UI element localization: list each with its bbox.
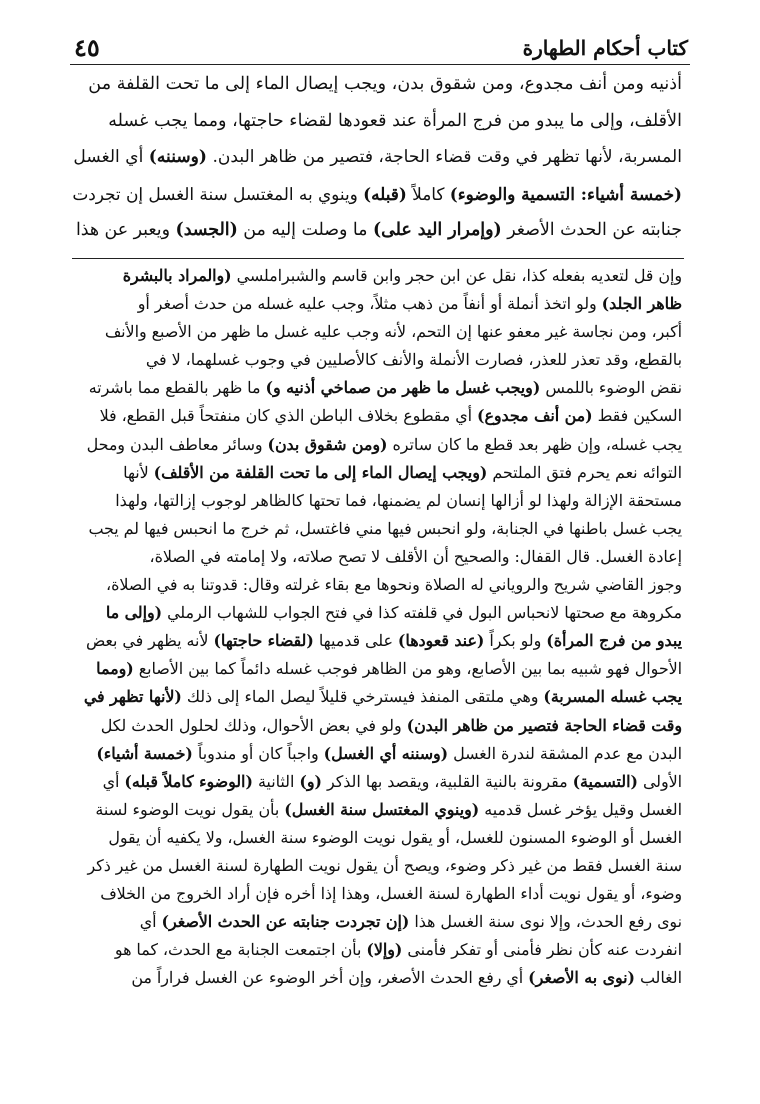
text-run: وإن قل لتعديه بفعله كذا، نقل عن ابن حجر وابن قاسم والشبراملسي	[231, 266, 682, 285]
commentary-line	[72, 318, 682, 346]
commentary-line	[72, 796, 682, 824]
bold-matn-quote: (وسننه أي الغسل)	[323, 743, 449, 763]
commentary-line	[72, 908, 682, 936]
text-run: التوائه نعم يحرم فتق الملتحم	[487, 462, 682, 482]
commentary-text	[72, 262, 682, 992]
text-run: ولو في بعض الأحوال، وذلك لحلول الحدث لكل	[100, 715, 407, 735]
text-run: ما وصلت إليه من	[237, 220, 373, 241]
bold-matn-quote: (ويجب غسل ما ظهر من صماخي أذنيه و)	[265, 378, 541, 398]
text-run: مستحقة الإزالة ولهذا لو أزالها إنسان لم يضمنها، فما تحتها كالظاهر لوجوب إزالتها، ولهذا	[115, 490, 682, 510]
text-run: الغسل وقيل يؤخر غسل قدميه	[479, 799, 682, 819]
text-run: ولو اتخذ أنملة أو أنفاً من ذهب مثلاً، وجب عليه غسله من حدث أصغر أو	[137, 294, 602, 314]
running-title: كتاب أحكام الطهارة	[522, 36, 688, 60]
bold-matn-quote: وقت قضاء الحاجة فتصير من ظاهر البدن)	[406, 715, 682, 735]
text-run: أي مقطوع بخلاف الباطن الذي كان منفتحاً قبل القطع، فلا	[99, 406, 478, 426]
commentary-line	[72, 431, 682, 459]
commentary-line	[72, 627, 682, 655]
commentary-line	[72, 768, 682, 796]
bold-matn-quote: (ويجب إيصال الماء إلى ما تحت القلفة من الأقلف)	[153, 462, 488, 482]
bold-matn-quote: (ومن شقوق بدن)	[267, 434, 388, 454]
text-run: أي	[102, 771, 125, 791]
text-run: على قدميها	[313, 631, 398, 651]
main-text-line	[72, 103, 682, 140]
text-run: وسائر معاطف البدن ومحل	[86, 434, 268, 454]
commentary-line	[72, 740, 682, 768]
bold-matn-quote: (والمراد بالبشرة	[122, 266, 232, 285]
text-run: جنابته عن الحدث الأصغر	[501, 220, 682, 241]
commentary-line	[72, 824, 682, 852]
text-run: نوى رفع الحدث، وإلا نوى سنة الغسل هذا	[409, 912, 682, 932]
commentary-line	[72, 515, 682, 543]
text-run: بأن يقول نويت الوضوء لسنة	[95, 799, 285, 819]
commentary-line	[72, 964, 682, 992]
text-run: نقض الوضوء باللمس	[540, 378, 682, 398]
commentary-line	[72, 936, 682, 964]
bold-matn-quote: (لأنها تظهر في	[83, 687, 182, 707]
bold-matn-quote: (التسمية)	[572, 771, 638, 791]
bold-matn-quote: (خمسة أشياء)	[96, 743, 193, 763]
commentary-line	[72, 459, 682, 487]
bold-matn-quote: (الوضوء كاملاً قبله)	[124, 771, 253, 791]
commentary-line	[72, 655, 682, 683]
text-run: وجوز القاضي شريح والروياني له الصلاة ونحوها مع بقاء غرلته وقال: قدوتنا به في الصلاة،	[105, 575, 682, 595]
text-run: البدن مع عدم المشقة لندرة الغسل	[448, 743, 682, 763]
text-run: الأولى	[637, 771, 682, 791]
bold-matn-quote: (من أنف مجدوع)	[477, 406, 593, 426]
commentary-line	[72, 571, 682, 599]
text-run: وضوء، أو يقول نويت أداء الطهارة لسنة الغسل، وهذا إذا أخره فإن أراد الخروج من الخلاف	[100, 884, 682, 904]
text-run: الغالب	[635, 968, 682, 988]
bold-matn-quote: (قبله)	[363, 183, 407, 204]
commentary-line	[72, 374, 682, 402]
text-run: لأنها	[123, 462, 154, 482]
bold-matn-quote: يجب غسله المسربة)	[543, 687, 682, 707]
main-text-line	[72, 139, 682, 176]
commentary-line	[72, 683, 682, 711]
footnote-divider	[72, 258, 684, 259]
bold-matn-quote: (ومما	[96, 659, 134, 679]
text-run: الثانية	[252, 771, 300, 791]
commentary-line	[72, 346, 682, 374]
bold-matn-quote: ظاهر الجلد)	[601, 294, 682, 314]
text-run: ويعبر عن هذا	[75, 220, 176, 241]
text-run: وينوي به المغتسل سنة الغسل إن تجردت	[72, 183, 364, 204]
bold-matn-quote: يبدو من فرج المرأة)	[546, 631, 682, 651]
text-run: سنة الغسل فقط من غير ذكر وضوء، ويصح أن يقول نويت الطهارة لسنة الغسل من غير ذكر	[87, 855, 682, 875]
text-run: لأنه يظهر في بعض	[86, 631, 214, 651]
bold-matn-quote: (عند قعودها)	[397, 631, 485, 651]
text-run: ما ظهر بالقطع مما باشرته	[88, 378, 266, 398]
text-run: مقرونة بالنية القلبية، ويقصد بها الذكر	[321, 771, 573, 791]
commentary-line	[72, 599, 682, 627]
bold-matn-quote: (خمسة أشياء: التسمية والوضوء)	[449, 183, 682, 204]
text-run: أي رفع الحدث الأصغر، وإن أخر الوضوء عن الغسل فراراً من	[131, 968, 529, 988]
main-text	[72, 66, 682, 249]
bold-matn-quote: (وينوي المغتسل سنة الغسل)	[284, 799, 480, 819]
text-run: الأقلف، وإلى ما يبدو من فرج المرأة عند قعودها لقضاء حاجتها، ومما يجب غسله	[108, 110, 682, 131]
commentary-line	[72, 290, 682, 318]
commentary-line	[72, 402, 682, 430]
commentary-line	[72, 262, 682, 290]
text-run: الغسل أو الوضوء المسنون للغسل، أو يقول نويت الوضوء سنة الغسل، ولا يكفيه أن يقول	[108, 827, 682, 847]
text-run: إعادة الغسل. قال القفال: والصحيح أن الأقلف لا تصح صلاته، ولا إمامته في الصلاة،	[149, 546, 682, 566]
bold-matn-quote: (وإمرار اليد على)	[372, 220, 502, 241]
commentary-line	[72, 487, 682, 515]
text-run: انفردت عنه كأن نظر فأمنى أو تفكر فأمنى	[402, 940, 682, 960]
page-number: ٤٥	[74, 33, 100, 62]
commentary-line	[72, 712, 682, 740]
text-run: أي	[139, 912, 162, 932]
text-run: مكروهة مع صحتها لانحباس البول في قلفته كذا في فتح الجواب للشهاب الرملي	[162, 603, 682, 623]
text-run: أكبر، ومن نجاسة غير معفو عنها إن التحم، لأنه وجب عليه غسل ما ظهر من الأصبع والأنف	[104, 322, 682, 342]
commentary-line	[72, 880, 682, 908]
text-run: بالقطع، وقد تعذر للعذر، فصارت الأنملة والأنف كالأصليين في وجوب غسلهما، لا في	[145, 350, 682, 370]
text-run: يجب غسل باطنها في الجنابة، ولو انحبس فيها مني فاغتسل، ثم خرج ما انحبس فيها لم يجب	[88, 518, 682, 538]
text-run: وهي ملتقى المنفذ فيسترخي قليلاً ليصل الماء إلى ذلك	[181, 687, 544, 707]
commentary-line	[72, 852, 682, 880]
text-run: بأن اجتمعت الجنابة مع الحدث، كما هو	[114, 940, 367, 960]
main-text-line	[72, 176, 682, 213]
text-run: أذنيه ومن أنف مجدوع، ومن شقوق بدن، ويجب إيصال الماء إلى ما تحت القلفة من	[88, 74, 682, 94]
text-run: كاملاً	[406, 183, 450, 204]
bold-matn-quote: (نوى به الأصغر)	[528, 968, 636, 988]
text-run: أي الغسل	[73, 147, 149, 168]
text-run: واجباً كان أو مندوباً	[192, 743, 324, 763]
text-run: يجب غسله، وإن ظهر بعد قطع ما كان ساتره	[387, 434, 682, 454]
page-header	[70, 24, 690, 65]
text-run: المسربة، لأنها تظهر في وقت قضاء الحاجة، فتصير من ظاهر البدن.	[207, 147, 682, 168]
bold-matn-quote: (إن تجردت جنابته عن الحدث الأصغر)	[161, 912, 410, 932]
text-run: الأحوال فهو شبيه بما بين الأصابع، وهو من الظاهر فوجب غسله دائماً كما بين الأصابع	[133, 659, 682, 679]
bold-matn-quote: (و)	[299, 771, 322, 791]
bold-matn-quote: (وإلى ما	[105, 603, 163, 623]
text-run: السكين فقط	[592, 406, 682, 426]
main-text-line	[72, 212, 682, 249]
bold-matn-quote: (وسننه)	[148, 147, 208, 168]
commentary-line	[72, 543, 682, 571]
main-text-line	[72, 66, 682, 103]
bold-matn-quote: (لقضاء حاجتها)	[213, 631, 314, 651]
bold-matn-quote: (الجسد)	[175, 220, 238, 241]
bold-matn-quote: (وإلا)	[366, 940, 403, 960]
text-run: ولو بكراً	[484, 631, 547, 651]
